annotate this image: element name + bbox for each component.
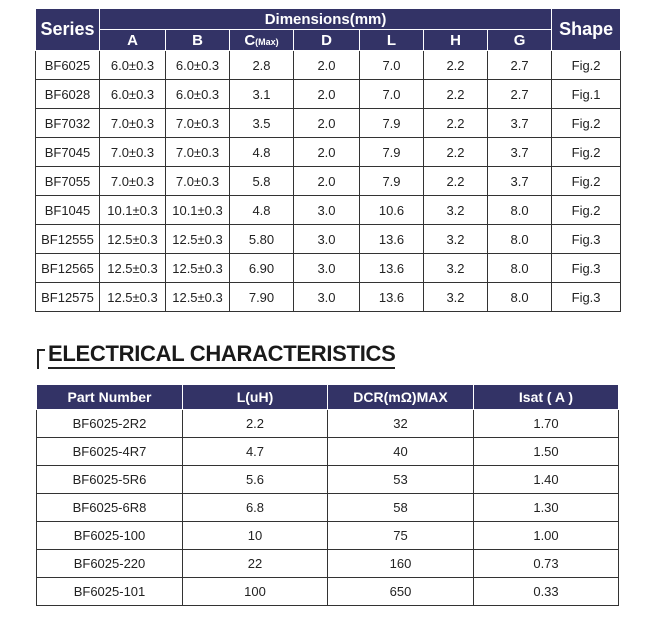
heading-title: ELECTRICAL CHARACTERISTICS [48,342,395,369]
shape-cell: Fig.3 [552,254,621,283]
value-cell: 32 [328,410,474,438]
dimension-column-header [166,30,230,51]
series-cell: BF6025 [36,51,100,80]
table-row [37,522,619,550]
dimension-cell: 3.7 [488,167,552,196]
dimension-cell: 2.7 [488,51,552,80]
part-number-cell: BF6025-100 [37,522,183,550]
dimension-cell: 2.7 [488,80,552,109]
electrical-column-header: L(uH) [183,385,328,410]
dimension-cell: 2.0 [294,109,360,138]
dimension-cell: 6.90 [230,254,294,283]
table-row [36,254,621,283]
dimension-cell: 3.0 [294,283,360,312]
value-cell: 1.40 [474,466,619,494]
series-cell: BF7055 [36,167,100,196]
dimension-cell: 7.90 [230,283,294,312]
dimension-column-header [424,30,488,51]
dimension-cell: 7.9 [360,109,424,138]
series-cell: BF6028 [36,80,100,109]
table-row [36,138,621,167]
column-note: (Max) [255,36,279,47]
dimension-cell: 2.0 [294,80,360,109]
dimension-cell: 3.1 [230,80,294,109]
series-cell: BF12575 [36,283,100,312]
dimension-cell: 8.0 [488,283,552,312]
dimension-cell: 3.2 [424,254,488,283]
dimension-cell: 2.0 [294,138,360,167]
dimension-cell: 6.0±0.3 [100,80,166,109]
dimension-column-header [294,30,360,51]
value-cell: 0.73 [474,550,619,578]
dimensions-table [35,8,621,312]
column-label: L [386,31,397,49]
series-cell: BF12565 [36,254,100,283]
column-label: C [244,31,256,49]
column-label: D [321,31,332,49]
dimension-cell: 7.0 [360,80,424,109]
table-row [36,51,621,80]
shape-cell: Fig.3 [552,283,621,312]
dimension-cell: 7.0 [360,51,424,80]
electrical-column-header: Isat ( A ) [474,385,619,410]
part-number-cell: BF6025-220 [37,550,183,578]
value-cell: 1.00 [474,522,619,550]
column-label: A [127,31,138,49]
dimension-cell: 7.9 [360,138,424,167]
dimension-cell: 2.2 [424,80,488,109]
shape-cell: Fig.2 [552,196,621,225]
dimension-cell: 3.7 [488,138,552,167]
heading-bracket-decoration [37,349,45,369]
dimension-cell: 3.7 [488,109,552,138]
dimension-cell: 2.0 [294,167,360,196]
value-cell: 4.7 [183,438,328,466]
dimension-cell: 10.6 [360,196,424,225]
value-cell: 1.30 [474,494,619,522]
value-cell: 100 [183,578,328,606]
column-label: H [450,31,461,49]
electrical-table [36,384,619,606]
table-row [36,283,621,312]
part-number-cell: BF6025-2R2 [37,410,183,438]
shape-cell: Fig.2 [552,51,621,80]
dimension-cell: 6.0±0.3 [166,80,230,109]
series-cell: BF7032 [36,109,100,138]
dimension-cell: 3.2 [424,196,488,225]
shape-cell: Fig.2 [552,138,621,167]
series-cell: BF12555 [36,225,100,254]
series-header: Series [36,9,100,51]
dimension-cell: 5.80 [230,225,294,254]
value-cell: 5.6 [183,466,328,494]
shape-header: Shape [552,9,621,51]
table-row [37,466,619,494]
dimension-cell: 3.2 [424,283,488,312]
shape-cell: Fig.2 [552,167,621,196]
dimensions-header: Dimensions(mm) [100,9,552,30]
dimension-cell: 7.0±0.3 [100,138,166,167]
dimension-cell: 3.0 [294,225,360,254]
dimension-cell: 13.6 [360,254,424,283]
dimension-cell: 7.0±0.3 [166,138,230,167]
part-number-cell: BF6025-101 [37,578,183,606]
series-cell: BF7045 [36,138,100,167]
dimension-cell: 2.2 [424,51,488,80]
shape-cell: Fig.3 [552,225,621,254]
table-row [37,550,619,578]
value-cell: 53 [328,466,474,494]
value-cell: 1.70 [474,410,619,438]
dimension-cell: 12.5±0.3 [100,283,166,312]
dimension-cell: 6.0±0.3 [100,51,166,80]
dimension-cell: 2.0 [294,51,360,80]
dimension-cell: 8.0 [488,254,552,283]
shape-cell: Fig.2 [552,109,621,138]
value-cell: 6.8 [183,494,328,522]
dimension-cell: 7.0±0.3 [166,109,230,138]
part-number-cell: BF6025-4R7 [37,438,183,466]
dimension-cell: 7.9 [360,167,424,196]
dimension-column-header [100,30,166,51]
value-cell: 75 [328,522,474,550]
dimension-cell: 12.5±0.3 [166,254,230,283]
dimension-cell: 4.8 [230,138,294,167]
dimension-cell: 7.0±0.3 [100,167,166,196]
table-row [37,494,619,522]
dimension-cell: 10.1±0.3 [166,196,230,225]
part-number-cell: BF6025-6R8 [37,494,183,522]
shape-cell: Fig.1 [552,80,621,109]
table-row [36,196,621,225]
dimension-cell: 13.6 [360,225,424,254]
column-label: B [192,31,203,49]
dimension-column-header [488,30,552,51]
value-cell: 22 [183,550,328,578]
dimension-cell: 2.2 [424,167,488,196]
dimension-cell: 7.0±0.3 [100,109,166,138]
dimension-cell: 3.0 [294,196,360,225]
dimension-column-header [360,30,424,51]
part-number-cell: BF6025-5R6 [37,466,183,494]
dimension-cell: 5.8 [230,167,294,196]
value-cell: 58 [328,494,474,522]
dimension-cell: 6.0±0.3 [166,51,230,80]
dimension-cell: 2.2 [424,109,488,138]
table-row [36,109,621,138]
dimension-cell: 10.1±0.3 [100,196,166,225]
electrical-column-header: Part Number [37,385,183,410]
electrical-column-header: DCR(mΩ)MAX [328,385,474,410]
dimension-cell: 3.5 [230,109,294,138]
table-row [37,578,619,606]
dimension-cell: 12.5±0.3 [100,254,166,283]
value-cell: 650 [328,578,474,606]
table-row [36,225,621,254]
value-cell: 160 [328,550,474,578]
dimension-cell: 4.8 [230,196,294,225]
dimension-cell: 12.5±0.3 [166,225,230,254]
dimension-cell: 12.5±0.3 [166,283,230,312]
dimension-cell: 8.0 [488,225,552,254]
table-row [37,410,619,438]
value-cell: 0.33 [474,578,619,606]
value-cell: 40 [328,438,474,466]
table-row [37,438,619,466]
value-cell: 10 [183,522,328,550]
dimension-cell: 12.5±0.3 [100,225,166,254]
value-cell: 1.50 [474,438,619,466]
dimension-cell: 2.8 [230,51,294,80]
dimension-cell: 2.2 [424,138,488,167]
dimension-cell: 3.2 [424,225,488,254]
table-row [36,80,621,109]
dimension-cell: 7.0±0.3 [166,167,230,196]
dimension-cell: 13.6 [360,283,424,312]
value-cell: 2.2 [183,410,328,438]
column-label: G [513,31,526,49]
series-cell: BF1045 [36,196,100,225]
table-row [36,167,621,196]
dimension-cell: 3.0 [294,254,360,283]
dimension-column-header [230,30,294,51]
dimension-cell: 8.0 [488,196,552,225]
